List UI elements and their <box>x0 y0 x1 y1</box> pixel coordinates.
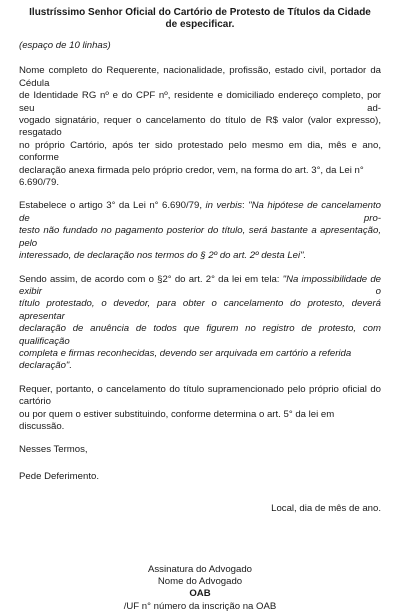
paragraph-request <box>19 65 381 189</box>
paragraph-line: ou por quem o estiver substituindo, conforme determina o art. 5° da lei em discussão. <box>19 408 335 432</box>
document-title <box>19 7 381 31</box>
paragraph-line: declaração anexa firmada pelo próprio credor, vem, na forma do art. 3°, da Lei n° 6.690/79. <box>19 164 364 189</box>
paragraph-line: no próprio Cartório, após ter sido protestado pelo mesmo em dia, mês e ano, conforme <box>19 139 381 164</box>
paragraph-line: Requer, portanto, o cancelamento do título supramencionado pelo próprio oficial do cartório <box>19 383 381 408</box>
signature-block <box>19 564 381 613</box>
title-line-1: Ilustríssimo Senhor Oficial do Cartório de Protesto de Títulos da Cidade <box>29 7 371 18</box>
article-quote-line: interessado, de declaração nos termos do § 2º do art. 2º desta Lei". <box>19 250 307 262</box>
spacing-note: (espaço de 10 linhas) <box>19 40 111 51</box>
article-quote-start: "Na hipótese de cancelamento de pro- <box>19 200 381 224</box>
title-line-2: de especificar. <box>165 19 235 30</box>
quote-line: declaração de anuência de todos que figurem no registro de protesto, com qualificação <box>19 323 381 347</box>
paragraph-line: vogado signatário, requer o cancelamento do título de R$ valor (valor expresso), resgatado <box>19 115 381 139</box>
in-verbis: in verbis <box>205 200 243 212</box>
article-intro: Estabelece o artigo 3° da Lei n° 6.690/79, <box>19 200 206 212</box>
oab-registration <box>19 588 381 613</box>
closing-terms: Nesses Termos, <box>19 444 88 456</box>
quote-start: "Na impossibilidade de exibir o <box>19 273 382 297</box>
petition-document <box>19 7 381 613</box>
paragraph-law-paragraph <box>19 274 381 373</box>
paragraph-line: de Identidade RG nº e do CPF nº, residente e domiciliado endereço completo, por seu ad- <box>19 90 381 114</box>
quote-line: completa e firmas reconhecidas, devendo ser arquivada em cartório a referida declaração". <box>19 347 352 372</box>
paragraph-line: Nome completo do Requerente, nacionalidade, profissão, estado civil, portador da Cédula <box>19 65 381 89</box>
oab-label: OAB <box>189 588 211 600</box>
signature-line: Assinatura do Advogado <box>147 563 252 575</box>
paragraph-line <box>19 200 381 225</box>
paragraph-final-request <box>19 384 381 434</box>
colon: : <box>242 200 249 212</box>
paragraph-law-article <box>19 200 381 262</box>
article-quote-line: testo não fundado no pagamento posterior do título, será bastante a apresentação, pelo <box>19 225 381 249</box>
paragraph-intro: Sendo assim, de acordo com o §2° do art. 2° da lei em tela: <box>19 273 283 285</box>
oab-details: /UF n° número da inscrição na OAB <box>123 600 277 612</box>
quote-line: título protestado, o devedor, para obter o cancelamento do protesto, deverá apresentar <box>19 298 381 322</box>
lawyer-name: Nome do Advogado <box>157 576 243 587</box>
paragraph-line <box>19 274 381 299</box>
place-date: Local, dia de mês de ano. <box>271 503 381 515</box>
closing-request: Pede Deferimento. <box>19 470 99 482</box>
